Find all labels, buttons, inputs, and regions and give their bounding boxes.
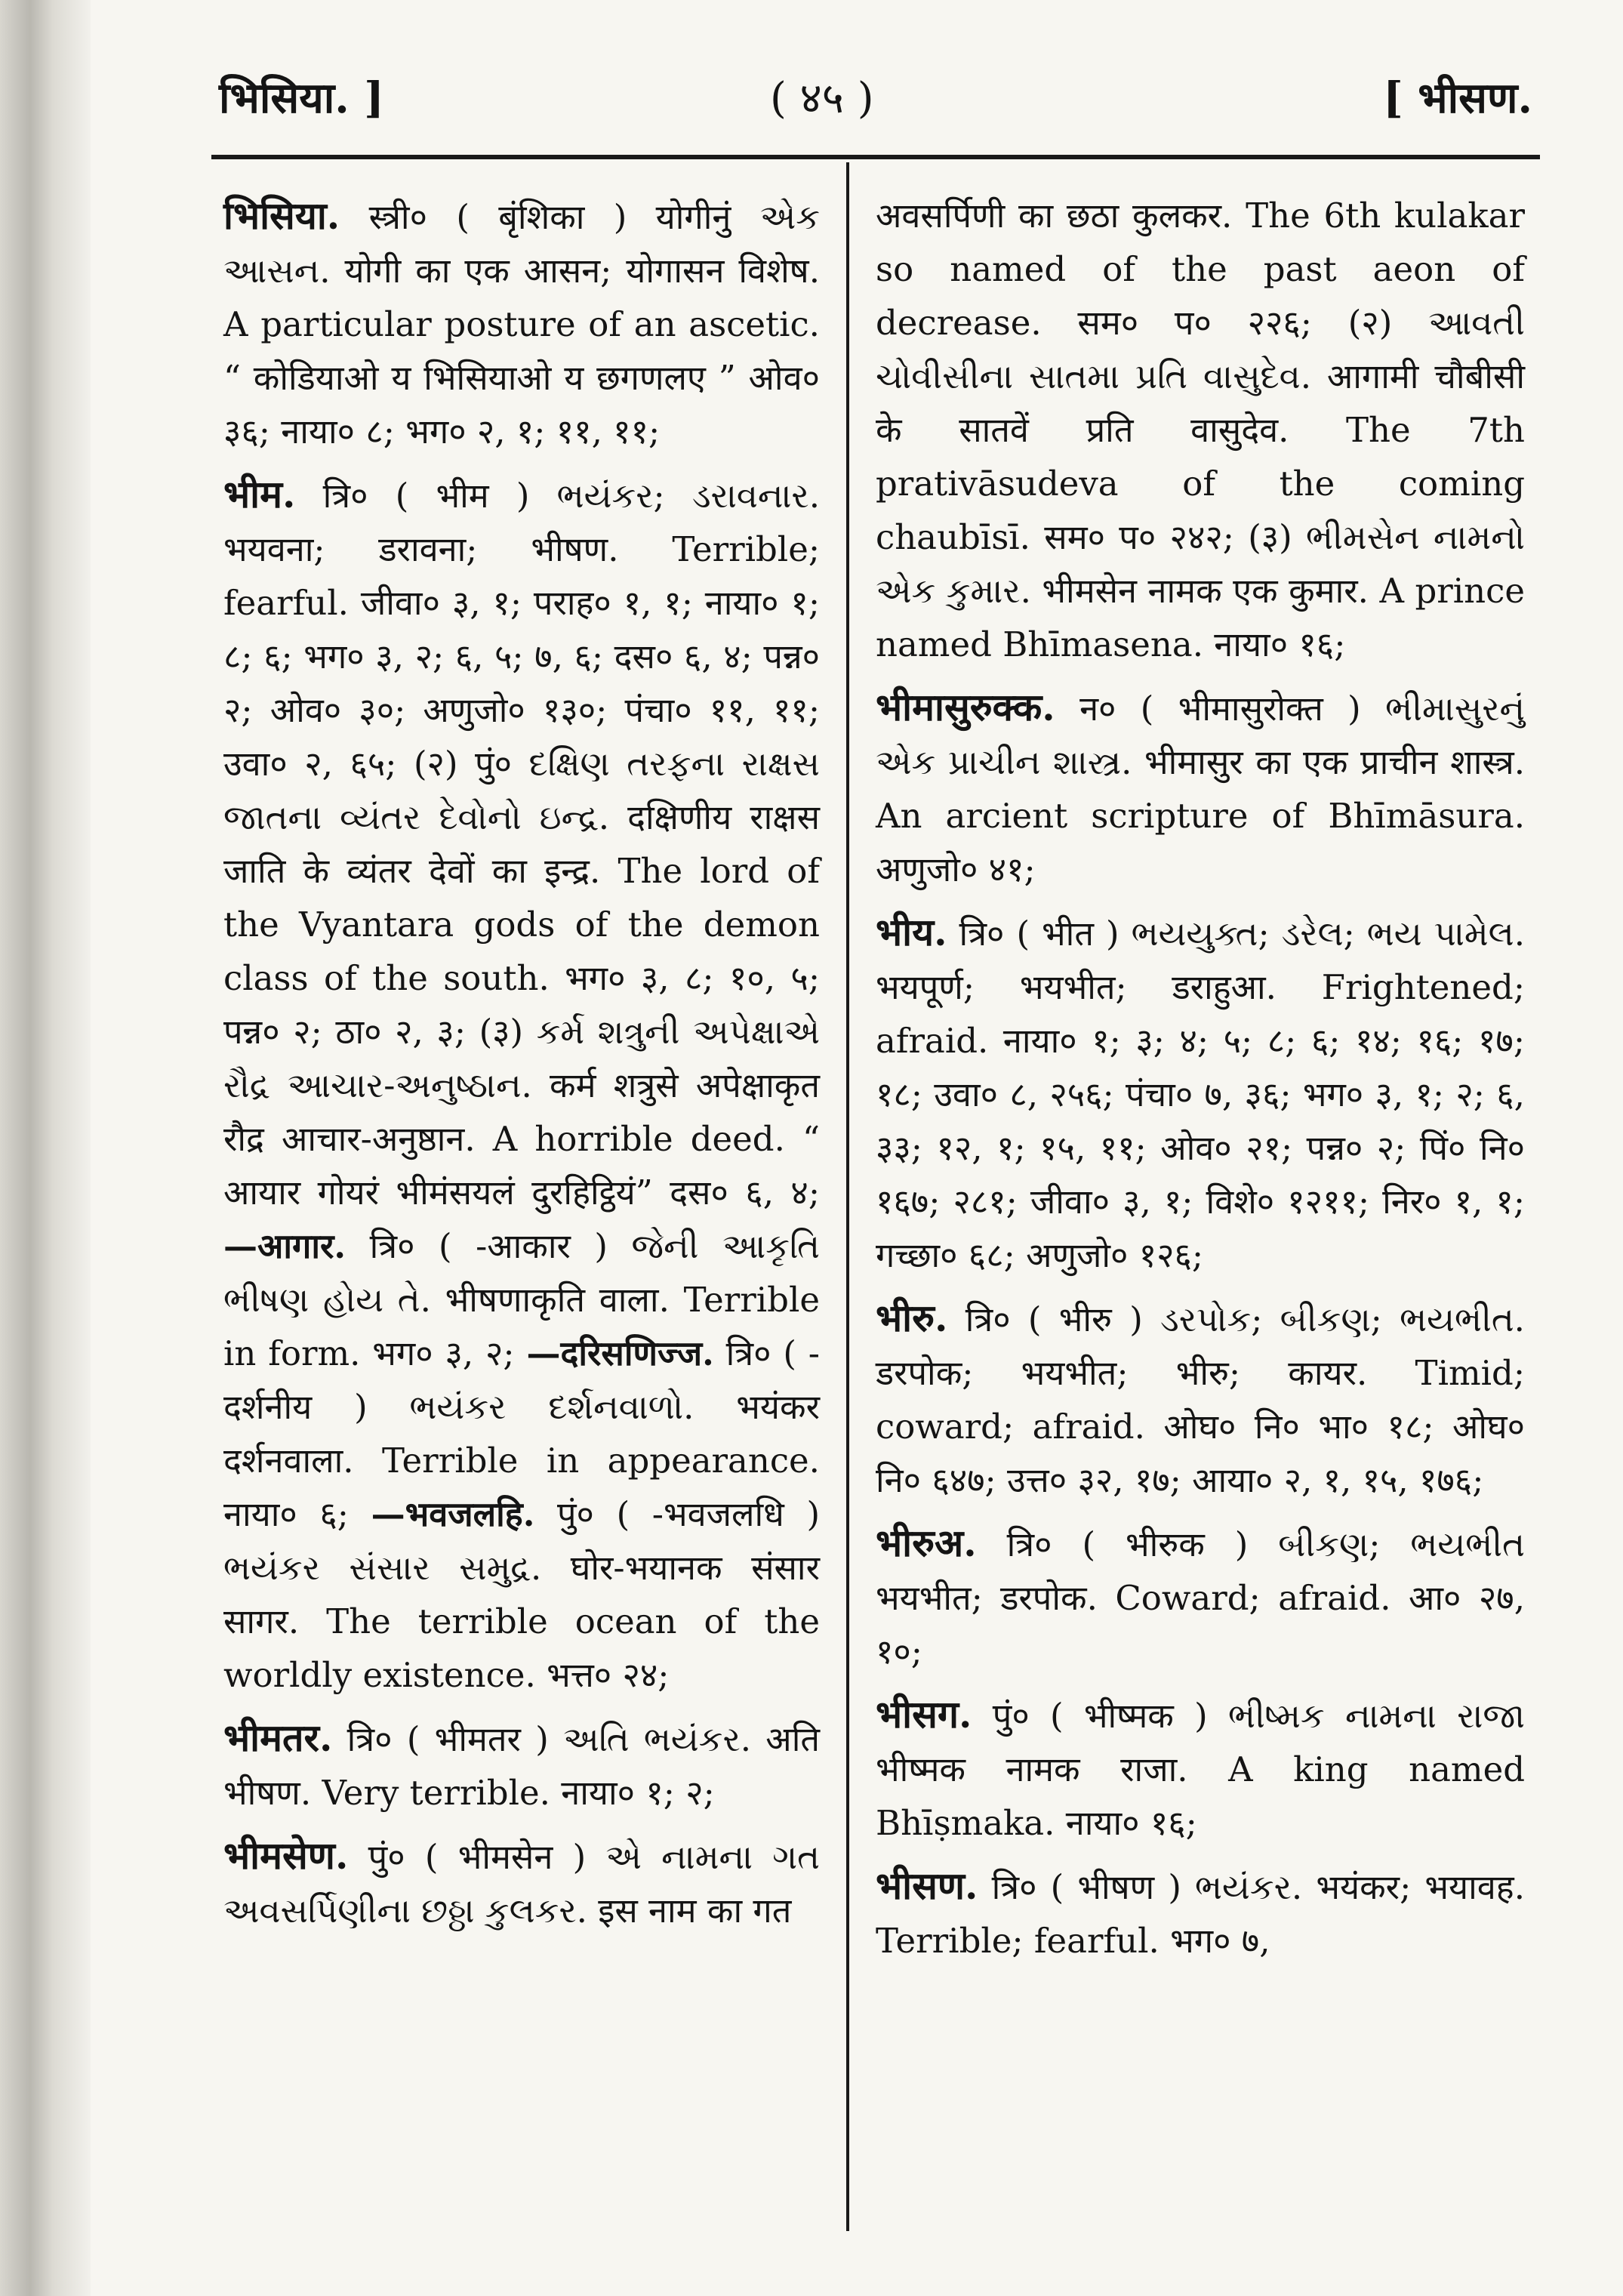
left-column: [223, 189, 820, 1946]
entry-text: त्रि० ( भीम ) ભયંકર; ડરાવનાર. भयवना; डरावना; भीषण. Terrible; fearful. जीवा० ३, १; पराह० १, १; नाया० १; ८; ६; भग० ३, २; ६, ५; ७, ६; दस० ६, ४; पन्न० २; ओव० ३०; अणुजो० १३०; पंचा० ११, ११; उवा० २, ६५; (२) पुं० દક્ષિણ તરફના રાક્ષસ જાતના વ્યંતર દેવોનો ઇન્દ્ર. दक्षिणीय राक्षस जाति के व्यंतर देवों का इन्द्र. The lord of the Vyantara gods of the demon class of the south. भग० ३, ८; १०, ५; पन्न० २; ठा० २, ३; (३) કર્મ શત્રુની અપેક્ષાએ રૌદ્ર આચાર-અનુષ્ઠાન. कर्म शत्रुसे अपेक्षाकृत रौद्र आचार-अनुष्ठान. A horrible deed. “ आयार गोयरं भीमंसयलं दुरहिट्ठियं” दस० ६, ४;: [223, 476, 820, 1213]
entry-text: त्रि० ( भीषण ) ભયંકર. भयंकर; भयावह. Terrible; fearful. भग० ७,: [876, 1867, 1525, 1961]
entry-bhimatara: [223, 1711, 820, 1820]
entry-continuation: अवसर्पिणी का छठा कुलकर. The 6th kulakar so named of the past aeon of decrease. सम० प० २२६; (२) આવતી ચોવીસીના સાતમા પ્રતિ વાસુદેવ. आगामी चौबीसी के सातवें प्रति वासुदेव. The 7th prativāsudeva of the coming chaubīsī. सम० प० २४२; (३) ભીમસેન નામનો એક કુમાર. भीमसेन नामक एक कुमार. A prince named Bhīmasena. नाया० १६;: [876, 196, 1525, 664]
column-divider: [846, 162, 849, 2231]
headword: भिसिया.: [223, 193, 340, 238]
subentry-text: पुं० ( -भवजलधि ) ભયંકર સંસાર સમુદ્ર. घोर-भयानक संसार सागर. The terrible ocean of the worldly existence. भत्त० २४;: [223, 1494, 821, 1695]
subentry-text: त्रि० ( -आकार ) જેની આકૃતિ ભીષણ હોય તે. भीषणाकृति वाला. Terrible in form. भग० ३, २;: [223, 1226, 820, 1373]
headword: भीसग.: [876, 1692, 972, 1737]
subentry-text: त्रि० ( -दर्शनीय ) ભયંકર દર્શનવાળો. भयंकर दर्शनवाला. Terrible in appearance. नाया० ६;: [223, 1333, 820, 1534]
entry-text: त्रि० ( भीरु ) ડરપોક; બીકણ; ભયભીત. डरपोक; भयभीत; भीरु; कायर. Timid; coward; afraid. ओघ० नि० भा० १८; ओघ० नि० ६४७; उत्त० ३२, १७; आया० २, १, १५, १७६;: [876, 1299, 1525, 1500]
subentry-term: —भवजलहि.: [371, 1494, 535, 1534]
entry-bhima: [223, 467, 820, 1702]
header-right-guideword: [ भीसण.: [1383, 73, 1532, 123]
entry-text: त्रि० ( भीरुक ) બીકણ; ભયભીત भयभीत; डरपोक. Coward; afraid. आ० २७, १०;: [876, 1524, 1525, 1672]
entry-text: पुं० ( भीमसेन ) એ નામના ગત અવસર્પિણીના છઠ્ઠા કુલકર. इस नाम का गत: [223, 1837, 820, 1931]
headword: भीमसेण.: [223, 1833, 349, 1878]
entry-text: न० ( भीमासुरोक्त ) ભીમાસુરનું એક પ્રાચીન શાસ્ત્ર. भीमासुर का एक प्राचीन शास्त्र. An arcient scripture of Bhīmāsura. अणुजो० ४१;: [876, 689, 1525, 889]
headword: भीम.: [223, 472, 296, 516]
page-header: [219, 68, 1532, 136]
entry-bhisana: [876, 1859, 1525, 1968]
headword: भीरुअ.: [876, 1521, 977, 1565]
entry-text: त्रि० ( भीत ) ભયયુક્ત; ડરેલ; ભય પામેલ. भयपूर्ण; भयभीत; डराहुआ. Frightened; afraid. नाया० १; ३; ४; ५; ८; ६; १४; १६; १७; १८; उवा० ८, २५६; पंचा० ७, ३६; भग० ३, १; २; ६, ३३; १२, १; १५, ११; ओव० २१; पन्न० २; पिं० नि० १६७; २८१; जीवा० ३, १; विशे० १२११; निर० १, १; गच्छा० ६८; अणुजो० १२६;: [876, 914, 1526, 1275]
entry-bhirua: [876, 1516, 1525, 1678]
subentry-term: —दरिसणिज्ज.: [526, 1333, 714, 1373]
page-edge-shadow: [0, 0, 91, 2296]
headword: भीमतर.: [223, 1715, 333, 1760]
entry-bhisiya: [223, 189, 820, 458]
right-column: [876, 189, 1525, 1977]
entry-bhiya: [876, 905, 1525, 1282]
entry-bhimasurukka: [876, 680, 1525, 896]
headword: भीय.: [876, 910, 947, 954]
page-number: ( ४५ ): [770, 74, 874, 123]
header-rule: [211, 155, 1540, 159]
header-left-guideword: भिसिया. ]: [219, 73, 384, 123]
entry-bhiru: [876, 1291, 1525, 1507]
headword: भीसण.: [876, 1863, 978, 1908]
entry-text: पुं० ( भीष्मक ) ભીષ્મક નામના રાજા भीष्मक नामक राजा. A king named Bhīṣmaka. नाया० १६;: [876, 1696, 1525, 1843]
entry-bhisaga: [876, 1687, 1525, 1850]
entry-text: स्त्री० ( बृंशिका ) योगीनुं એક આસન. योगी का एक आसन; योगासन विशेष. A particular posture of an ascetic. “ कोडियाओ य भिसियाओ य छगणलए ” ओव० ३६; नाया० ८; भग० २, १; ११, ११;: [223, 197, 820, 451]
headword: भीरु.: [876, 1296, 948, 1340]
entry-text: त्रि० ( भीमतर ) અતિ ભયંકર. अति भीषण. Very terrible. नाया० १; २;: [223, 1719, 820, 1813]
entry-bhimasena: [223, 1829, 820, 1937]
headword: भीमासुरुक्क.: [876, 685, 1055, 729]
subentry-term: —आगार.: [223, 1226, 346, 1266]
